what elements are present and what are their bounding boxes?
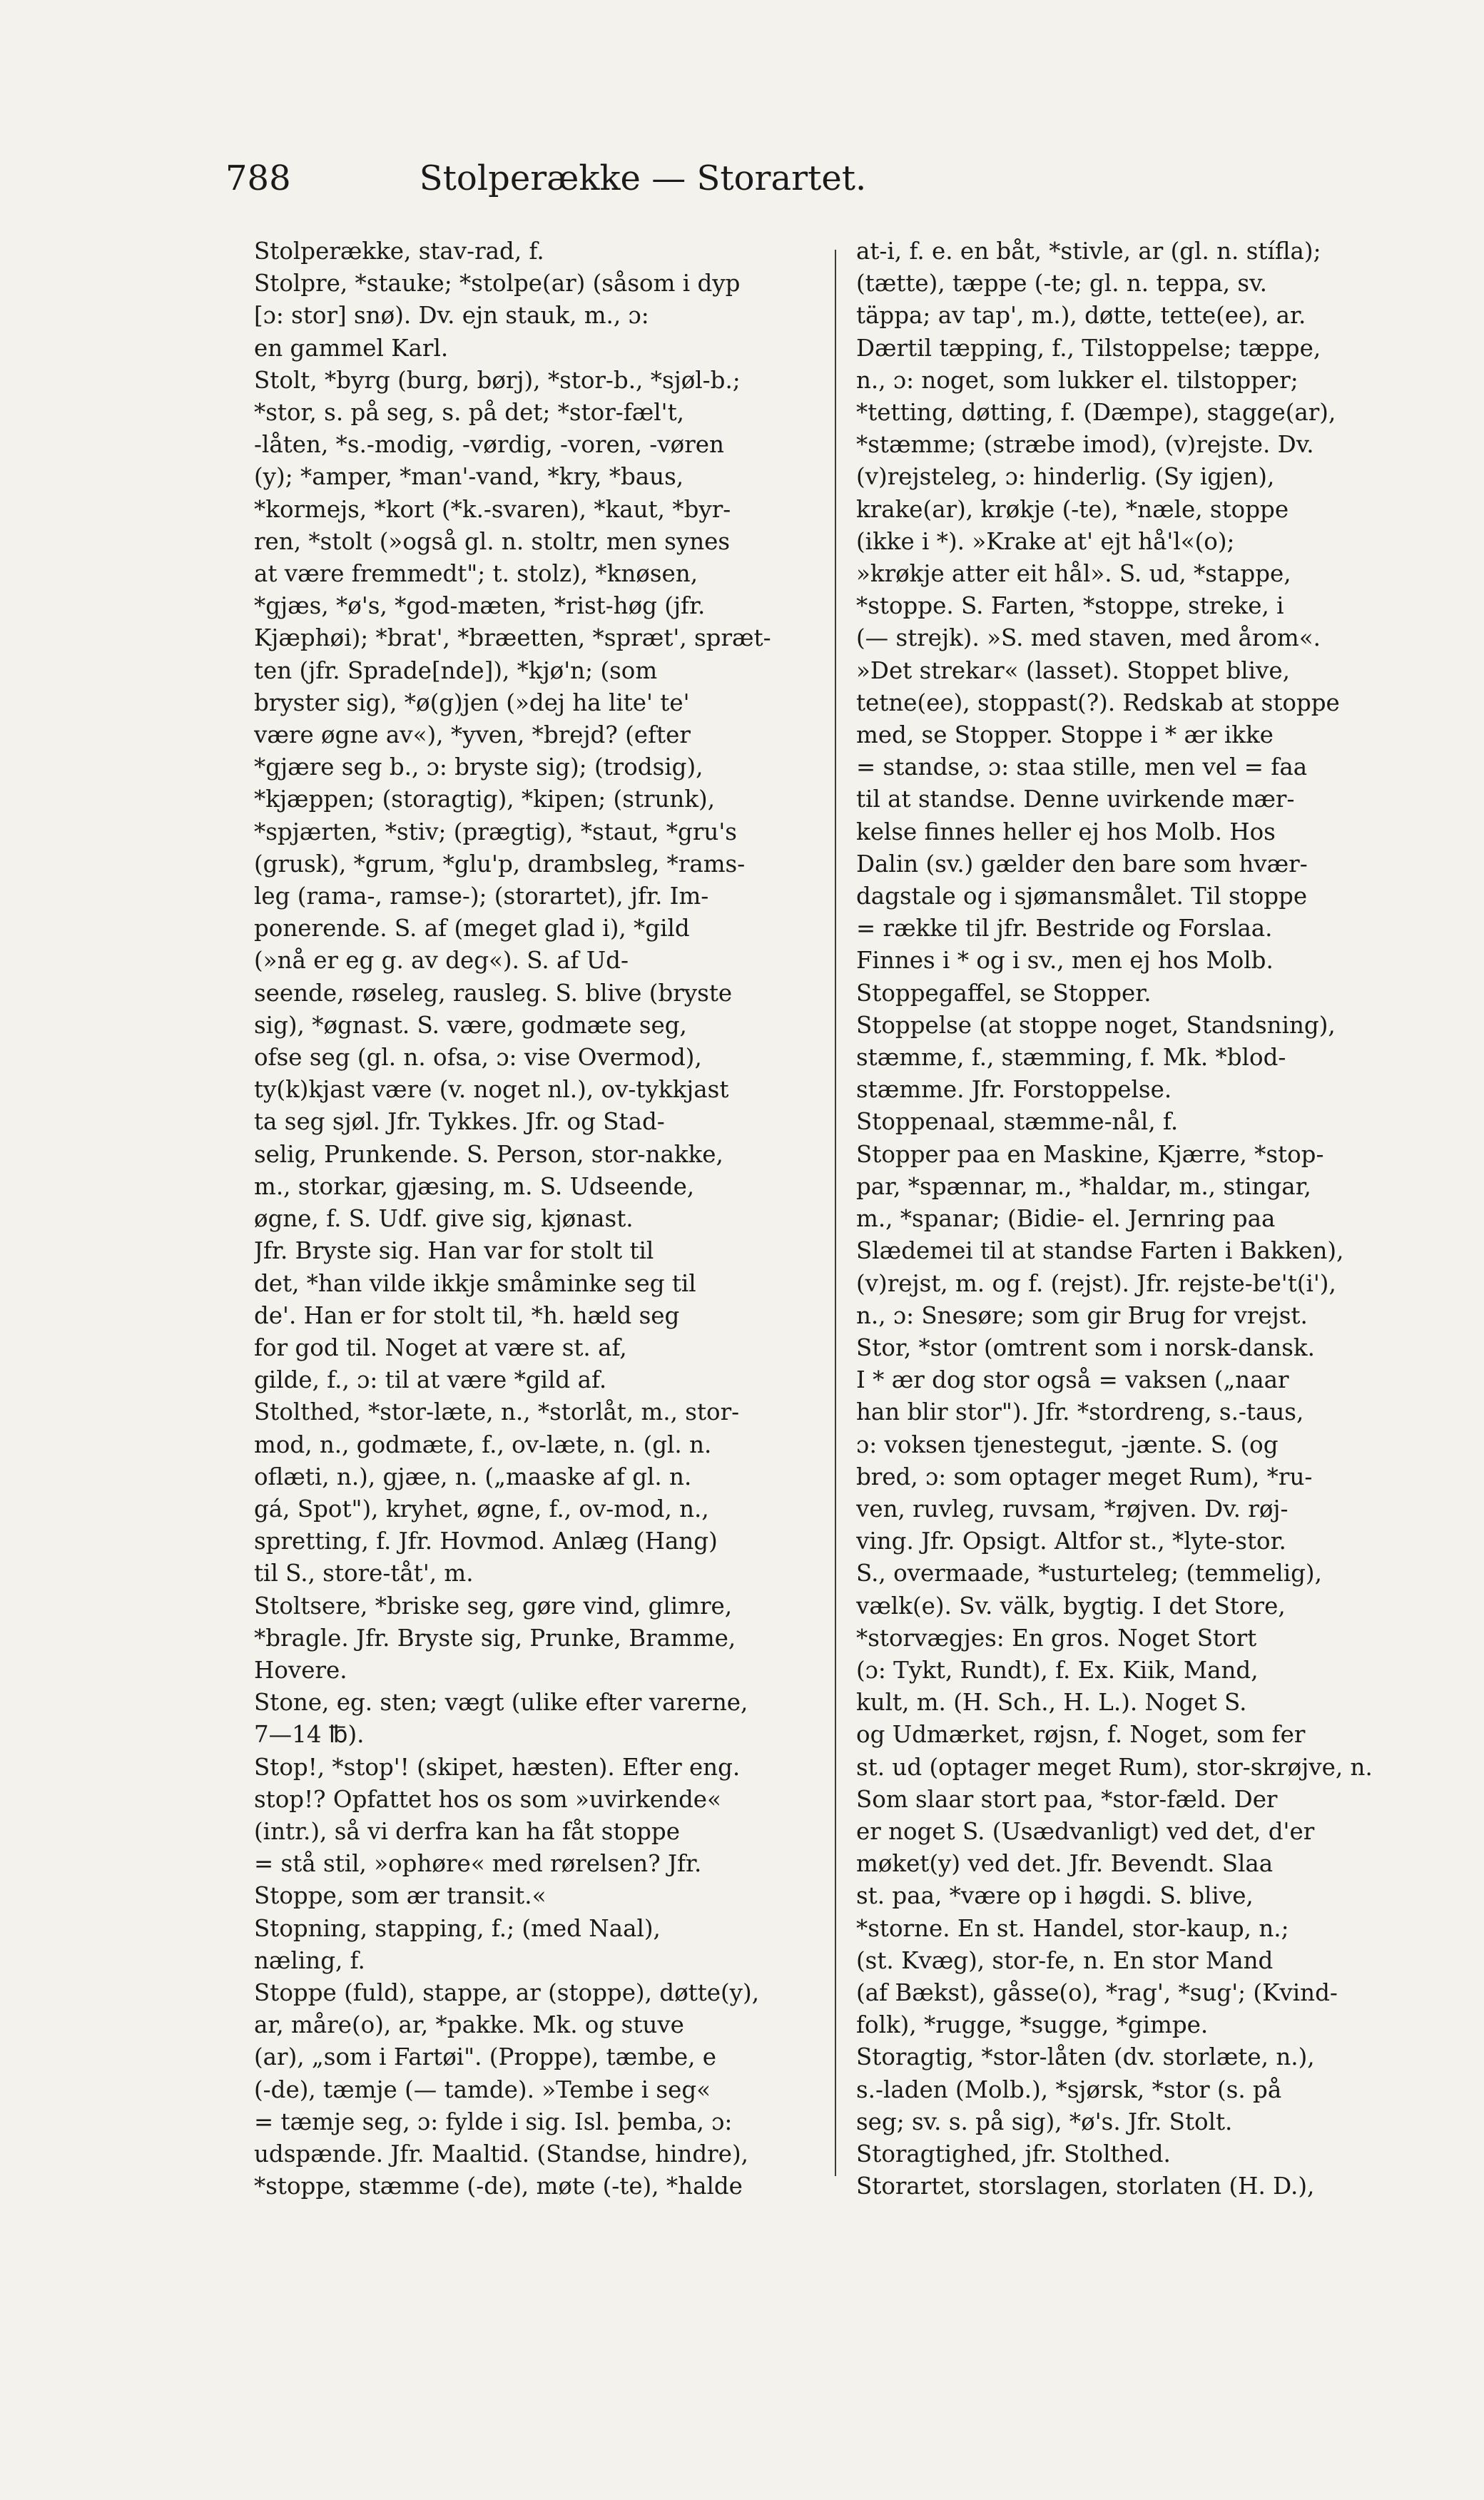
entry-line: *kjæppen; (storagtig), *kipen; (strunk),: [254, 786, 716, 813]
entry-line: ponerende. S. af (meget glad i), *gild: [254, 915, 690, 942]
entry-line: Stolt, *byrg (burg, børj), *stor-b., *sjøl-b.;: [254, 366, 741, 394]
entry-line: m., storkar, gjæsing, m. S. Udseende,: [254, 1172, 695, 1200]
entry-line: ɔ: voksen tjenestegut, -jænte. S. (og: [856, 1431, 1279, 1458]
entry-line: en gammel Karl.: [254, 334, 449, 362]
entry-line: (v)rejst, m. og f. (rejst). Jfr. rejste-be't(i'),: [856, 1269, 1336, 1297]
entry-line: *spjærten, *stiv; (prægtig), *staut, *gru's: [254, 818, 737, 845]
entry-line: krake(ar), krøkje (-te), *næle, stoppe: [856, 495, 1289, 523]
entry-line: Stop!, *stop'! (skipet, hæsten). Efter eng.: [254, 1753, 741, 1781]
entry-line: ofse seg (gl. n. ofsa, ɔ: vise Overmod),: [254, 1044, 702, 1072]
entry-line: m., *spanar; (Bidie- el. Jernring paa: [856, 1205, 1276, 1233]
entry-line: øgne, f. S. Udf. give sig, kjønast.: [254, 1205, 634, 1233]
entry-line: Stolpre, *stauke; *stolpe(ar) (såsom i dyp: [254, 270, 741, 298]
entry-line: gá, Spot"), kryhet, øgne, f., ov-mod, n.,: [254, 1495, 709, 1523]
entry-line: ren, *stolt (»også gl. n. stoltr, men synes: [254, 527, 731, 555]
entry-line: Stoppenaal, stæmme-nål, f.: [856, 1108, 1179, 1136]
right-column: [856, 235, 1434, 2202]
entry-line: (»nå er eg g. av deg«). S. af Ud-: [254, 947, 629, 975]
entry-line: *tetting, døtting, f. (Dæmpe), stagge(ar),: [856, 399, 1336, 427]
entry-line: *stoppe. S. Farten, *stoppe, streke, i: [856, 592, 1284, 620]
entry-line: = række til jfr. Bestride og Forslaa.: [856, 915, 1273, 942]
entry-line: *stæmme; (stræbe imod), (v)rejste. Dv.: [856, 431, 1314, 459]
entry-line: -låten, *s.-modig, -vørdig, -voren, -vøren: [254, 431, 724, 459]
entry-line: Dalin (sv.) gælder den bare som hvær-: [856, 850, 1308, 878]
entry-line: n., ɔ: Snesøre; som gir Brug for vrejst.: [856, 1301, 1308, 1329]
entry-line: Som slaar stort paa, *stor-fæld. Der: [856, 1785, 1278, 1813]
entry-line: spretting, f. Jfr. Hovmod. Anlæg (Hang): [254, 1528, 718, 1555]
entry-line: *kormejs, *kort (*k.-svaren), *kaut, *byr-: [254, 495, 731, 523]
entry-line: at-i, f. e. en båt, *stivle, ar (gl. n. stífla);: [856, 238, 1321, 265]
entry-line: ta seg sjøl. Jfr. Tykkes. Jfr. og Stad-: [254, 1108, 665, 1136]
entry-line: han blir stor"). Jfr. *stordreng, s.-taus,: [856, 1398, 1304, 1426]
page-header: [225, 158, 1060, 208]
entry-line: leg (rama-, ramse-); (storartet), jfr. Im-: [254, 883, 709, 910]
entry-line: n., ɔ: noget, som lukker el. tilstopper;: [856, 366, 1298, 394]
entry-line: (st. Kvæg), stor-fe, n. En stor Mand: [856, 1946, 1274, 1974]
entry-line: Stolthed, *stor-læte, n., *storlåt, m., stor-: [254, 1398, 740, 1426]
entry-line: næling, f.: [254, 1946, 365, 1974]
entry-line: oflæti, n.), gjæe, n. („maaske af gl. n.: [254, 1463, 692, 1490]
entry-line: *gjære seg b., ɔ: bryste sig); (trodsig),: [254, 753, 703, 781]
entry-line: Stolperække, stav-rad, f.: [254, 238, 544, 265]
entry-line: *stor, s. på seg, s. på det; *stor-fæl't,: [254, 399, 685, 427]
entry-line: Jfr. Bryste sig. Han var for stolt til: [254, 1237, 654, 1265]
entry-line: ten (jfr. Sprade[nde]), *kjø'n; (som: [254, 656, 658, 684]
entry-line: (grusk), *grum, *glu'p, drambsleg, *rams-: [254, 850, 746, 878]
entry-line: Stopper paa en Maskine, Kjærre, *stop-: [856, 1140, 1324, 1168]
entry-line: seg; sv. s. på sig), *ø's. Jfr. Stolt.: [856, 2108, 1233, 2135]
entry-line: [ɔ: stor] snø). Dv. ejn stauk, m., ɔ:: [254, 302, 649, 330]
entry-line: seende, røseleg, rausleg. S. blive (bryste: [254, 979, 733, 1007]
entry-line: og Udmærket, røjsn, f. Noget, som fer: [856, 1721, 1306, 1749]
entry-line: stæmme, f., stæmming, f. Mk. *blod-: [856, 1044, 1286, 1072]
entry-line: (ikke i *). »Krake at' ejt hå'l«(o);: [856, 527, 1235, 555]
entry-line: st. paa, *være op i høgdi. S. blive,: [856, 1882, 1254, 1910]
entry-line: *bragle. Jfr. Bryste sig, Prunke, Bramme,: [254, 1624, 736, 1652]
entry-line: gilde, f., ɔ: til at være *gild af.: [254, 1366, 607, 1394]
entry-line: *storne. En st. Handel, stor-kaup, n.;: [856, 1914, 1289, 1942]
entry-line: de'. Han er for stolt til, *h. hæld seg: [254, 1301, 680, 1329]
entry-line: ty(k)kjast være (v. noget nl.), ov-tykkjast: [254, 1076, 729, 1104]
entry-line: Stor, *stor (omtrent som i norsk-dansk.: [856, 1333, 1315, 1361]
entry-line: med, se Stopper. Stoppe i * ær ikke: [856, 721, 1274, 749]
entry-line: S., overmaade, *usturteleg; (temmelig),: [856, 1560, 1322, 1587]
entry-line: *storvægjes: En gros. Noget Stort: [856, 1624, 1257, 1652]
entry-line: = stå stil, »ophøre« med rørelsen? Jfr.: [254, 1850, 702, 1878]
entry-line: dagstale og i sjømansmålet. Til stoppe: [856, 883, 1308, 910]
running-head: Stolperække — Storartet.: [419, 158, 867, 198]
entry-line: Storartet, storslagen, storlaten (H. D.),: [856, 2173, 1315, 2200]
entry-line: (tætte), tæppe (-te; gl. n. teppa, sv.: [856, 270, 1267, 298]
entry-line: täppa; av tap', m.), døtte, tette(ee), ar.: [856, 302, 1306, 330]
entry-line: for god til. Noget at være st. af,: [254, 1333, 627, 1361]
entry-line: (— strejk). »S. med staven, med årom«.: [856, 624, 1321, 652]
entry-line: ving. Jfr. Opsigt. Altfor st., *lyte-stor.: [856, 1528, 1286, 1555]
entry-line: (v)rejsteleg, ɔ: hinderlig. (Sy igjen),: [856, 463, 1275, 491]
entry-line: Stone, eg. sten; vægt (ulike efter varerne,: [254, 1689, 748, 1717]
entry-line: Stopning, stapping, f.; (med Naal),: [254, 1914, 661, 1942]
entry-line: Hovere.: [254, 1656, 347, 1684]
page-number: 788: [225, 158, 291, 198]
entry-line: mod, n., godmæte, f., ov-læte, n. (gl. n.: [254, 1431, 712, 1458]
entry-line: ar, måre(o), ar, *pakke. Mk. og stuve: [254, 2011, 684, 2039]
entry-line: »krøkje atter eit hål». S. ud, *stappe,: [856, 560, 1291, 588]
entry-line: Stoltsere, *briske seg, gøre vind, glimre,: [254, 1592, 733, 1620]
entry-line: Slædemei til at standse Farten i Bakken),: [856, 1237, 1344, 1265]
entry-line: Storagtighed, jfr. Stolthed.: [856, 2140, 1171, 2168]
entry-line: st. ud (optager meget Rum), stor-skrøjve, n.: [856, 1753, 1373, 1781]
entry-line: »Det strekar« (lasset). Stoppet blive,: [856, 656, 1290, 684]
entry-line: I * ær dog stor også = vaksen („naar: [856, 1366, 1289, 1394]
entry-line: (y); *amper, *man'-vand, *kry, *baus,: [254, 463, 684, 491]
entry-line: (af Bækst), gåsse(o), *rag', *sug'; (Kvind-: [856, 1978, 1338, 2006]
entry-line: vælk(e). Sv. välk, bygtig. I det Store,: [856, 1592, 1286, 1620]
entry-line: ven, ruvleg, ruvsam, *røjven. Dv. røj-: [856, 1495, 1289, 1523]
entry-line: Stoppegaffel, se Stopper.: [856, 979, 1152, 1007]
entry-line: Storagtig, *stor-låten (dv. storlæte, n.),: [856, 2043, 1315, 2071]
entry-line: er noget S. (Usædvanligt) ved det, d'er: [856, 1817, 1315, 1845]
entry-line: (ɔ: Tykt, Rundt), f. Ex. Kiik, Mand,: [856, 1656, 1259, 1684]
entry-line: (-de), tæmje (— tamde). »Tembe i seg«: [254, 2075, 711, 2103]
entry-line: (ar), „som i Fartøi". (Proppe), tæmbe, e: [254, 2043, 716, 2071]
column-divider: [835, 250, 836, 2176]
entry-line: = tæmje seg, ɔ: fylde i sig. Isl. þemba, ɔ:: [254, 2108, 733, 2135]
entry-line: 7—14 ℔).: [254, 1721, 365, 1749]
entry-line: = standse, ɔ: staa stille, men vel = faa: [856, 753, 1308, 781]
entry-line: folk), *rugge, *sugge, *gimpe.: [856, 2011, 1209, 2039]
entry-line: selig, Prunkende. S. Person, stor-nakke,: [254, 1140, 723, 1168]
entry-line: kult, m. (H. Sch., H. L.). Noget S.: [856, 1689, 1247, 1717]
entry-line: tetne(ee), stoppast(?). Redskab at stoppe: [856, 688, 1340, 716]
entry-line: udspænde. Jfr. Maaltid. (Standse, hindre),: [254, 2140, 748, 2168]
entry-line: til at standse. Denne uvirkende mær-: [856, 786, 1295, 813]
entry-line: Stoppe, som ær transit.«: [254, 1882, 547, 1910]
entry-line: bred, ɔ: som optager meget Rum), *ru-: [856, 1463, 1313, 1490]
entry-line: være øgne av«), *yven, *brejd? (efter: [254, 721, 691, 749]
entry-line: (intr.), så vi derfra kan ha fåt stoppe: [254, 1817, 680, 1845]
entry-line: Stoppelse (at stoppe noget, Standsning),: [856, 1011, 1336, 1039]
entry-line: kelse finnes heller ej hos Molb. Hos: [856, 818, 1276, 845]
entry-line: stæmme. Jfr. Forstoppelse.: [856, 1076, 1172, 1104]
entry-line: s.-laden (Molb.), *sjørsk, *stor (s. på: [856, 2075, 1282, 2103]
entry-line: møket(y) ved det. Jfr. Bevendt. Slaa: [856, 1850, 1274, 1878]
entry-line: *stoppe, stæmme (-de), møte (-te), *halde: [254, 2173, 743, 2200]
entry-line: at være fremmedt"; t. stolz), *knøsen,: [254, 560, 698, 588]
entry-line: til S., store-tåt', m.: [254, 1560, 474, 1587]
entry-line: par, *spænnar, m., *haldar, m., stingar,: [856, 1172, 1311, 1200]
entry-line: sig), *øgnast. S. være, godmæte seg,: [254, 1011, 687, 1039]
entry-line: *gjæs, *ø's, *god-mæten, *rist-høg (jfr.: [254, 592, 706, 620]
entry-line: stop!? Opfattet hos os som »uvirkende«: [254, 1785, 721, 1813]
entry-line: det, *han vilde ikkje småminke seg til: [254, 1269, 696, 1297]
entry-line: bryster sig), *ø(g)jen (»dej ha lite' te': [254, 688, 690, 716]
entry-line: Dærtil tæpping, f., Tilstoppelse; tæppe,: [856, 334, 1321, 362]
entry-line: Kjæphøi); *brat', *bræetten, *spræt', spræt-: [254, 624, 771, 652]
entry-line: Finnes i * og i sv., men ej hos Molb.: [856, 947, 1274, 975]
entry-line: Stoppe (fuld), stappe, ar (stoppe), døtte(y),: [254, 1978, 760, 2006]
left-column: [254, 235, 832, 2202]
